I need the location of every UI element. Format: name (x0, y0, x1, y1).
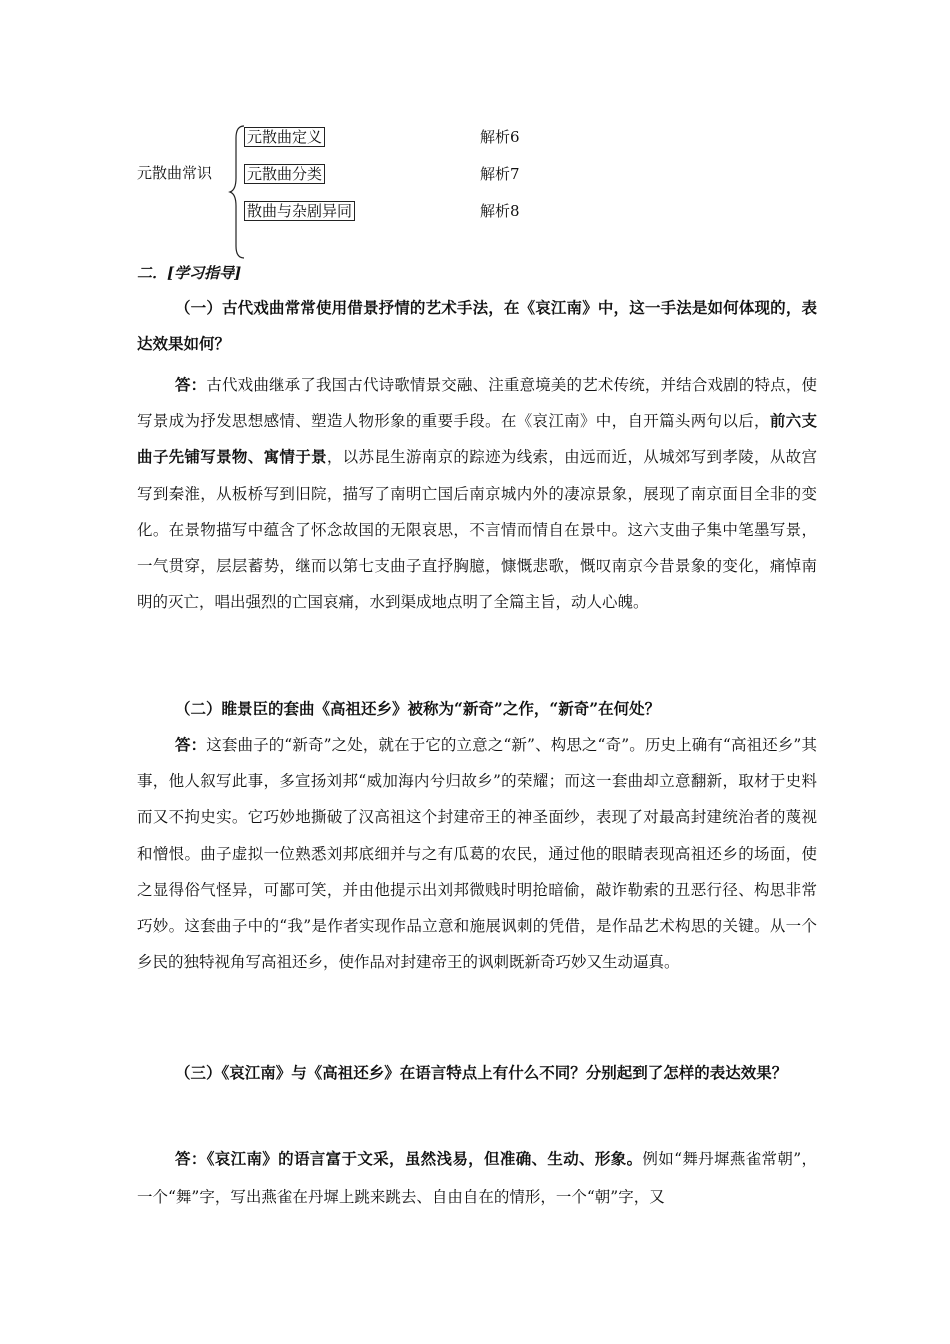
answer-2 (137, 727, 817, 980)
question-2: （二）睢景臣的套曲《高祖还乡》被称为“新奇”之作，“新奇”在何处？ (175, 699, 661, 718)
outline-ref-8: 解析8 (480, 202, 520, 220)
answer-1-text-b: ，以苏昆生游南京的踪迹为线索，由远而近，从城郊写到孝陵，从故宫写到秦淮，从板桥写到旧院，描写了南明亡国后南京城内外的凄凉景象，展现了南京面目全非的变化。在景物描写中蕴含了怀念故国的无限哀思，不言情而情自在景中。这六支曲子集中笔墨写景，一气贯穿，层层蓄势，继而以第七支曲子直抒胸臆，慷慨悲歌，慨叹南京今昔景象的变化，痛悼南明的灭亡，唱出强烈的亡国哀痛，水到渠成地点明了全篇主旨，动人心魄。 (137, 448, 817, 612)
answer-2-lead: 答： (175, 735, 207, 754)
answer-3-lead: 答： (175, 1149, 207, 1168)
answer-3-emphasis: 《哀江南》的语言富于文采，虽然浅易，但准确、生动、形象。 (206, 1149, 643, 1168)
outline-ref-6: 解析6 (480, 128, 520, 146)
answer-3-text: 例如“舞丹墀燕雀常朝”，一个“舞”字，写出燕雀在丹墀上跳来跳去、自由自在的情形，一个“朝”字，又 (137, 1150, 817, 1206)
answer-1-text-a: 古代戏曲继承了我国古代诗歌情景交融、注重意境美的艺术传统，并结合戏剧的特点，使写景成为抒发思想感情、塑造人物形象的重要手段。在《哀江南》中，自开篇头两句以后， (137, 376, 817, 431)
outline-item-definition: 元散曲定义 (244, 127, 325, 147)
answer-1-emphasis: 前六支曲子先铺写景物、寓情于景 (137, 411, 817, 467)
question-3: （三）《哀江南》与《高祖还乡》在语言特点上有什么不同？分别起到了怎样的表达效果？ (175, 1063, 788, 1082)
section-title: 二．[学习指导] (137, 264, 242, 282)
outline-item-classification: 元散曲分类 (244, 164, 325, 184)
outline-item-comparison: 散曲与杂剧异同 (244, 201, 355, 221)
question-1: （一）古代戏曲常常使用借景抒情的艺术手法，在《哀江南》中，这一手法是如何体现的，表达效果如何？ (137, 298, 817, 353)
outline-root: 元散曲常识 (137, 164, 213, 182)
answer-1-lead: 答： (175, 375, 207, 394)
answer-2-text: 这套曲子的“新奇”之处，就在于它的立意之“新”、构思之“奇”。历史上确有“高祖还乡”其事，他人叙写此事，多宣扬刘邦“威加海内兮归故乡”的荣耀；而这一套曲却立意翻新，取材于史料而又不拘史实。它巧妙地撕破了汉高祖这个封建帝王的神圣面纱，表现了对最高封建统治者的蔑视和憎恨。曲子虚拟一位熟悉刘邦底细并与之有瓜葛的农民，通过他的眼睛表现高祖还乡的场面，使之显得俗气怪异，可鄙可笑，并由他提示出刘邦微贱时明抢暗偷，敲诈勒索的丑恶行径、构思非常巧妙。这套曲子中的“我”是作者实现作品立意和施展讽刺的凭借，是作品艺术构思的关键。从一个乡民的独特视角写高祖还乡，使作品对封建帝王的讽刺既新奇巧妙又生动逼真。 (137, 736, 817, 972)
answer-3 (137, 1140, 817, 1216)
answer-1 (137, 367, 817, 620)
outline-ref-7: 解析7 (480, 165, 520, 183)
